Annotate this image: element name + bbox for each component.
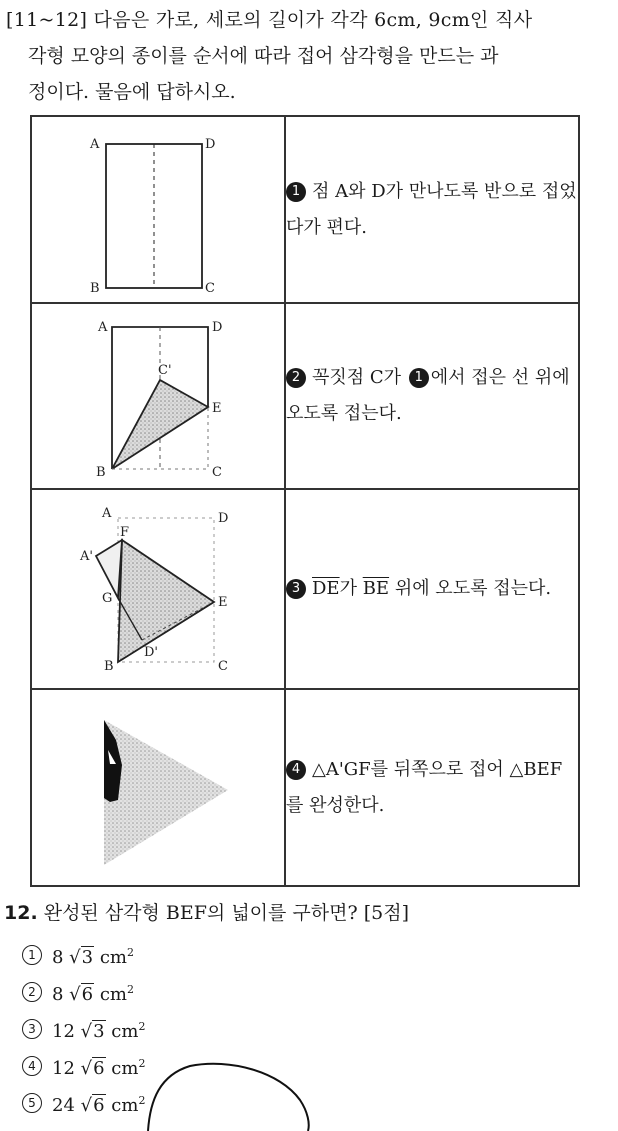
step-number-badge: 1 (286, 182, 306, 202)
choice-value: 12 √6 $cm^2$ (52, 1056, 146, 1079)
choice-marker: 5 (22, 1093, 42, 1113)
step-2-instruction-pre: 꼭짓점 C가 (312, 367, 402, 388)
question-text: 완성된 삼각형 BEF의 넓이를 구하면? [5점] (43, 902, 409, 924)
choice-marker: 2 (22, 982, 42, 1002)
step-row-3 (31, 489, 579, 689)
answer-choices (22, 936, 145, 1121)
label-c: C (218, 659, 228, 674)
choice-value: 24 √6 $cm^2$ (52, 1093, 146, 1116)
step-number-badge: 3 (286, 579, 306, 599)
label-e: E (212, 401, 222, 416)
label-d: D (218, 511, 229, 526)
intro-line-1: [11~12] 다음은 가로, 세로의 길이가 각각 6cm, 9cm인 직사 (6, 9, 533, 31)
flap-a-prime-g-f (96, 540, 122, 598)
step-3-instruction-post: 위에 오도록 접는다. (394, 578, 552, 599)
step-4-text (285, 689, 579, 886)
folding-steps-table (30, 115, 580, 887)
choice-5[interactable] (22, 1084, 145, 1121)
choice-marker: 4 (22, 1056, 42, 1076)
step-number-badge: 4 (286, 760, 306, 780)
step-2-figure (31, 303, 285, 489)
choice-value: 12 √3 $cm^2$ (52, 1019, 146, 1042)
step-3-figure (31, 489, 285, 689)
segment-de: $\overline{DE}$ (312, 578, 340, 599)
step-row-2 (31, 303, 579, 489)
step-2-instruction-post: 에서 접은 선 위에 오도록 접는다. (286, 367, 570, 424)
label-b: B (90, 281, 100, 296)
label-f: F (120, 525, 130, 540)
choice-value: 8 √6 $cm^2$ (52, 982, 134, 1005)
label-a: A (98, 320, 108, 335)
choice-marker: 3 (22, 1019, 42, 1039)
step-4-diagram (32, 690, 284, 885)
step-row-1 (31, 116, 579, 303)
label-c: C (205, 281, 215, 296)
step-3-mid: 가 (339, 578, 357, 599)
choice-marker: 1 (22, 945, 42, 965)
step-reference-badge: 1 (409, 368, 429, 388)
step-4-instruction: △A'GF를 뒤쪽으로 접어 △BEF를 완성한다. (286, 758, 563, 816)
intro-line-2: 각형 모양의 종이를 순서에 따라 접어 삼각형을 만드는 과 (28, 45, 499, 67)
step-1-instruction: 점 A와 D가 만나도록 반으로 접었다가 편다. (286, 180, 577, 238)
step-2-diagram (32, 304, 284, 488)
label-b: B (96, 465, 106, 480)
label-b: B (104, 659, 114, 674)
step-4-figure (31, 689, 285, 886)
choice-4[interactable] (22, 1047, 145, 1084)
choice-3[interactable] (22, 1010, 145, 1047)
label-d: D (205, 137, 216, 152)
label-g: G (102, 591, 113, 606)
step-1-text (285, 116, 579, 303)
final-triangle-bef (104, 720, 228, 865)
choice-1[interactable] (22, 936, 145, 973)
choice-value: 8 √3 $cm^2$ (52, 945, 134, 968)
question-number: 12. (4, 902, 38, 924)
label-d-prime: D' (144, 645, 158, 660)
label-c-prime: C' (158, 363, 172, 378)
choice-2[interactable] (22, 973, 145, 1010)
label-c: C (212, 465, 222, 480)
triangle-bef (118, 540, 214, 662)
step-1-diagram (32, 117, 284, 302)
step-number-badge: 2 (286, 368, 306, 388)
step-3-diagram (32, 490, 284, 688)
label-d: D (212, 320, 223, 335)
question-12 (4, 898, 409, 928)
label-a-prime: A' (80, 549, 93, 564)
label-a: A (102, 506, 112, 521)
step-1-figure (31, 116, 285, 303)
intro-line-3: 정이다. 물음에 답하시오. (28, 81, 236, 103)
problem-intro (6, 2, 612, 110)
label-a: A (90, 137, 100, 152)
pen-stroke (148, 1064, 309, 1131)
step-2-text (285, 303, 579, 489)
step-3-text (285, 489, 579, 689)
segment-be: $\overline{BE}$ (362, 578, 390, 599)
step-row-4 (31, 689, 579, 886)
label-e: E (218, 595, 228, 610)
